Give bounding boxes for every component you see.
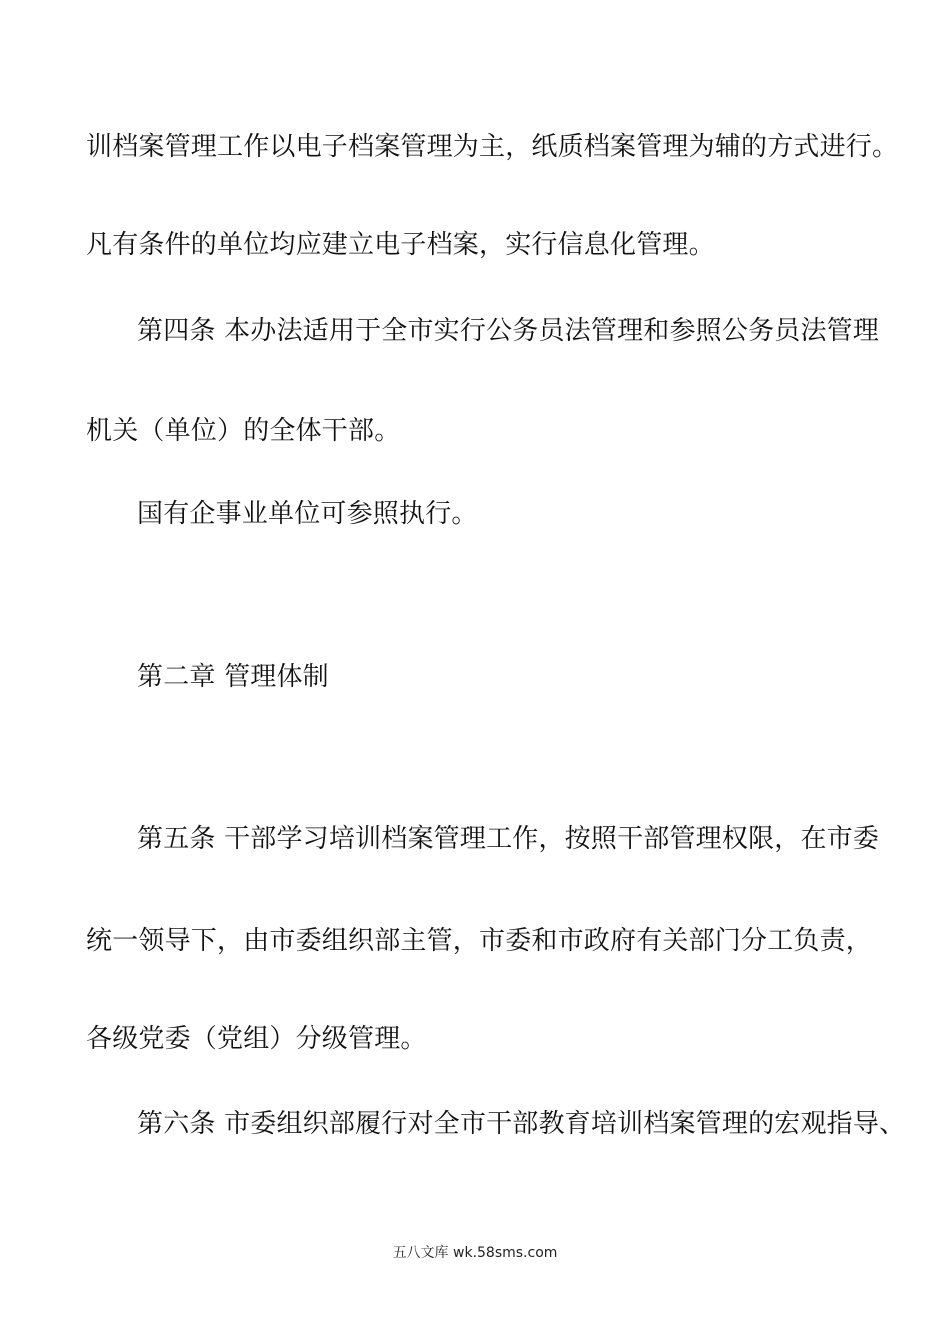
article-6-line-1: 第六条 市委组织部履行对全市干部教育培训档案管理的宏观指导、	[137, 1109, 906, 1139]
paragraph-line-2: 凡有条件的单位均应建立电子档案，实行信息化管理。	[86, 230, 715, 260]
article-5-line-1: 第五条 干部学习培训档案管理工作，按照干部管理权限，在市委	[137, 824, 880, 854]
footer-watermark: 五八文库 wk.58sms.com	[392, 1245, 558, 1261]
chapter-heading: 第二章 管理体制	[137, 662, 329, 692]
paragraph-line-1: 训档案管理工作以电子档案管理为主，纸质档案管理为辅的方式进行。	[86, 132, 899, 162]
article-5-line-3: 各级党委（党组）分级管理。	[86, 1024, 427, 1054]
article-4-line-1: 第四条 本办法适用于全市实行公务员法管理和参照公务员法管理	[137, 316, 880, 346]
article-4-line-2: 机关（单位）的全体干部。	[86, 416, 401, 446]
article-5-line-2: 统一领导下，由市委组织部主管，市委和市政府有关部门分工负责，	[86, 926, 873, 956]
article-4-note: 国有企事业单位可参照执行。	[137, 499, 478, 529]
